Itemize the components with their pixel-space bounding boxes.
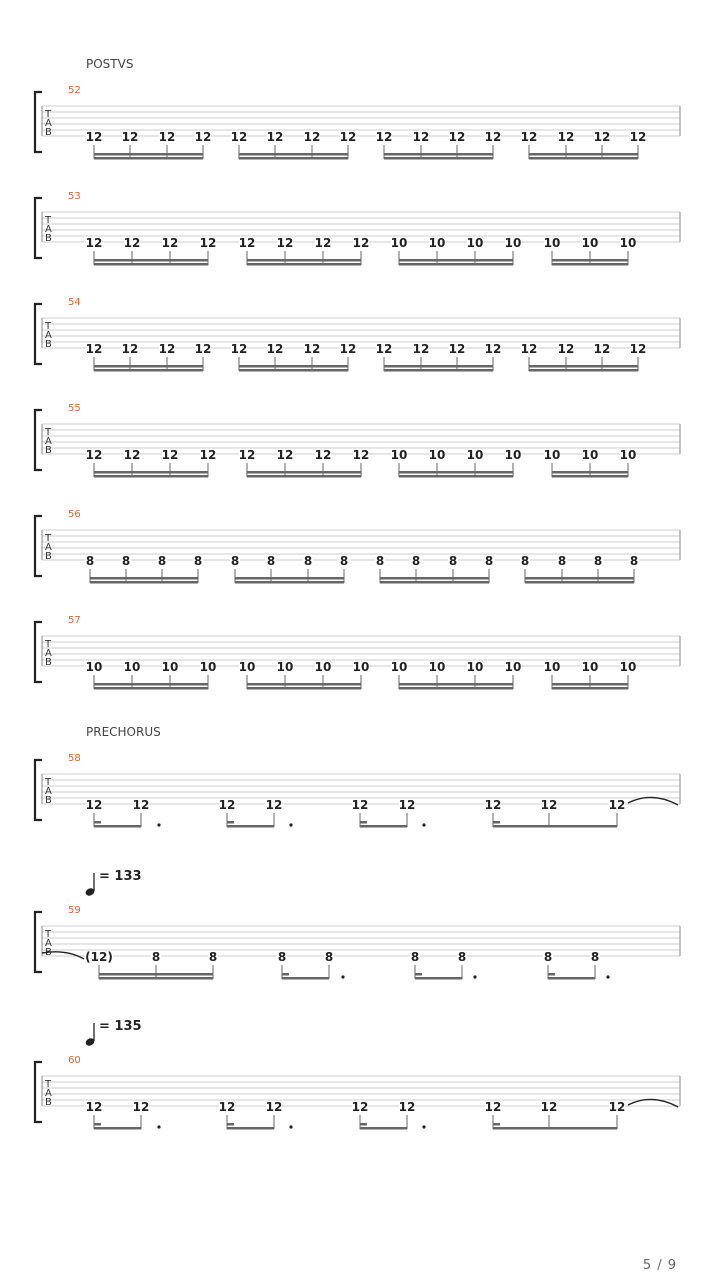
dot [289,823,292,826]
beam-secondary [94,259,208,262]
tab-note: 12 [230,130,248,144]
beam-secondary [94,365,203,368]
tab-note: 12 [266,342,284,356]
staff-brace [35,516,42,576]
measure-55 [35,403,680,478]
tempo-value: = 135 [99,1019,142,1034]
beam-secondary [399,259,513,262]
tab-note: 12 [85,448,103,462]
beam-primary [360,825,407,828]
tab-letter: A [45,938,52,949]
beam-primary [380,581,489,584]
tab-note: 12 [351,1100,369,1114]
measure-number: 54 [68,297,81,308]
tab-note: 12 [276,448,294,462]
tab-note: 8 [85,554,95,568]
beam-primary [94,475,208,478]
tab-letter: B [45,947,52,958]
tab-note: 12 [520,342,538,356]
tab-note: 10 [85,660,103,674]
tab-letter: A [45,1088,52,1099]
tab-note: 10 [390,448,408,462]
section-label: PRECHORUS [86,725,161,739]
tab-letter: B [45,445,52,456]
beam-primary [94,687,208,690]
dot [606,975,609,978]
dot [341,975,344,978]
tab-note: 10 [390,660,408,674]
dot [422,823,425,826]
section-label: POSTVS [86,57,134,71]
tab-note: 12 [339,130,357,144]
tab-note: 8 [193,554,203,568]
tab-note: 12 [194,130,212,144]
beam-secondary [239,153,348,156]
tab-note: 10 [543,660,561,674]
beam-secondary [552,259,628,262]
tab-note: 10 [504,660,522,674]
measure-number: 56 [68,509,81,520]
page-number: 5 / 9 [642,1258,677,1273]
tab-letter: A [45,330,52,341]
tab-note: 10 [543,236,561,250]
tab-note: 12 [484,798,502,812]
tab-note: 12 [266,130,284,144]
tab-letter: A [45,224,52,235]
tab-note: 10 [428,448,446,462]
dot [157,823,160,826]
tab-letter: B [45,233,52,244]
tab-note: 12 [132,798,150,812]
tab-letter: B [45,1097,52,1108]
tab-note: 10 [504,236,522,250]
beam-secondary [247,683,361,686]
tab-note: 8 [543,950,553,964]
beam-primary [247,263,361,266]
tab-note: 12 [85,1100,103,1114]
beam-secondary [552,471,628,474]
tab-note: (12) [85,950,113,964]
tab-note: 12 [218,1100,236,1114]
tab-note: 12 [194,342,212,356]
tab-note: 10 [161,660,179,674]
beam-secondary [247,259,361,262]
tab-note: 12 [557,342,575,356]
tab-letter: T [45,929,52,940]
tab-note: 8 [375,554,385,568]
beam-secondary [380,577,489,580]
tab-note: 12 [199,236,217,250]
tab-note: 10 [428,660,446,674]
tab-note: 12 [484,1100,502,1114]
tab-note: 12 [238,236,256,250]
beam-primary [552,475,628,478]
tab-note: 12 [85,130,103,144]
beam-primary [99,977,213,980]
measure-53 [35,191,680,266]
measure-60 [35,1019,680,1130]
tab-note: 8 [277,950,287,964]
tab-note: 12 [303,130,321,144]
measure-number: 53 [68,191,81,202]
tab-note: 12 [540,1100,558,1114]
beam-secondary [94,153,203,156]
tab-note: 8 [448,554,458,568]
tab-letter: T [45,639,52,650]
tab-letter: B [45,551,52,562]
beam-primary [247,475,361,478]
beam-primary [552,263,628,266]
beam-hook [227,1123,234,1126]
tab-note: 10 [619,236,637,250]
beam-hook [493,821,500,824]
beam-secondary [239,365,348,368]
beam-primary [239,369,348,372]
beam-secondary [90,577,198,580]
tab-letter: B [45,795,52,806]
tab-note: 8 [557,554,567,568]
beam-primary [552,687,628,690]
tab-note: 12 [158,342,176,356]
tab-note: 12 [238,448,256,462]
measure-58 [35,725,680,828]
staff-brace [35,410,42,470]
tab-letter: B [45,657,52,668]
tab-note: 12 [265,1100,283,1114]
beam-primary [399,475,513,478]
tab-note: 10 [466,660,484,674]
tab-note: 8 [457,950,467,964]
tab-note: 8 [266,554,276,568]
tab-note: 8 [324,950,334,964]
tab-note: 8 [230,554,240,568]
tab-note: 12 [230,342,248,356]
tab-note: 8 [208,950,218,964]
tab-note: 10 [238,660,256,674]
tab-note: 12 [85,236,103,250]
tab-note: 8 [157,554,167,568]
measure-number: 57 [68,615,81,626]
beam-primary [94,369,203,372]
beam-primary [90,581,198,584]
tab-letter: T [45,215,52,226]
tab-note: 12 [398,1100,416,1114]
tab-note: 12 [199,448,217,462]
tab-note: 8 [339,554,349,568]
tab-letter: A [45,542,52,553]
beam-primary [399,687,513,690]
beam-primary [384,157,493,160]
tab-letter: B [45,127,52,138]
tab-letter: B [45,339,52,350]
dot [157,1125,160,1128]
beam-primary [235,581,344,584]
tab-note: 12 [593,342,611,356]
tab-note: 12 [132,1100,150,1114]
dot [422,1125,425,1128]
beam-secondary [384,153,493,156]
tab-note: 12 [314,236,332,250]
tab-letter: A [45,786,52,797]
beam-primary [399,263,513,266]
tab-note: 10 [466,448,484,462]
beam-hook [493,1123,500,1126]
tab-note: 12 [557,130,575,144]
tab-letter: T [45,427,52,438]
tab-note: 12 [121,130,139,144]
beam-secondary [235,577,344,580]
beam-primary [94,1127,141,1130]
tab-note: 12 [276,236,294,250]
tab-note: 12 [608,1100,626,1114]
tab-note: 10 [390,236,408,250]
beam-hook [227,821,234,824]
tab-note: 12 [265,798,283,812]
tempo-value: = 133 [99,869,142,884]
beam-secondary [529,153,638,156]
tab-note: 12 [448,130,466,144]
tab-note: 12 [629,342,647,356]
tab-note: 12 [375,130,393,144]
measure-54 [35,297,680,372]
tab-note: 10 [504,448,522,462]
tab-note: 10 [466,236,484,250]
beam-secondary [399,683,513,686]
tab-note: 10 [581,660,599,674]
tab-note: 10 [352,660,370,674]
tab-letter: T [45,321,52,332]
beam-primary [415,977,462,980]
staff-brace [35,304,42,364]
tab-note: 12 [629,130,647,144]
beam-hook [94,1123,101,1126]
tab-note: 10 [581,236,599,250]
beam-secondary [99,973,213,976]
tab-note: 8 [484,554,494,568]
tab-note: 10 [428,236,446,250]
tab-letter: A [45,436,52,447]
beam-primary [94,825,141,828]
tab-note: 12 [314,448,332,462]
tab-letter: T [45,777,52,788]
staff-brace [35,760,42,820]
tab-note: 12 [593,130,611,144]
tab-note: 12 [608,798,626,812]
tab-letter: A [45,648,52,659]
measure-number: 60 [68,1055,81,1066]
beam-primary [94,263,208,266]
tab-note: 8 [629,554,639,568]
tab-note: 12 [123,236,141,250]
tab-letter: T [45,1079,52,1090]
staff-brace [35,92,42,152]
measure-59 [35,869,680,980]
tab-note: 10 [314,660,332,674]
tab-note: 12 [218,798,236,812]
beam-primary [227,825,274,828]
tab-note: 10 [123,660,141,674]
tab-letter: A [45,118,52,129]
beam-hook [94,821,101,824]
beam-hook [360,821,367,824]
measure-57 [35,615,680,690]
beam-primary [493,1127,617,1130]
tab-note: 12 [85,342,103,356]
beam-secondary [247,471,361,474]
dot [473,975,476,978]
staff-brace [35,198,42,258]
tab-note: 12 [158,130,176,144]
beam-primary [360,1127,407,1130]
beam-secondary [529,365,638,368]
tab-note: 8 [410,950,420,964]
staff-brace [35,622,42,682]
tab-note: 12 [375,342,393,356]
tab-note: 8 [121,554,131,568]
beam-primary [239,157,348,160]
tab-note: 12 [303,342,321,356]
tab-note: 12 [123,448,141,462]
tab-note: 12 [339,342,357,356]
tab-note: 10 [619,660,637,674]
beam-primary [247,687,361,690]
tab-note: 12 [540,798,558,812]
tab-note: 8 [303,554,313,568]
tab-note: 12 [352,236,370,250]
tab-note: 12 [121,342,139,356]
tab-note: 8 [520,554,530,568]
tab-letter: T [45,109,52,120]
staff-brace [35,1062,42,1122]
beam-hook [360,1123,367,1126]
tab-letter: T [45,533,52,544]
beam-primary [529,369,638,372]
beam-secondary [94,683,208,686]
beam-primary [548,977,595,980]
beam-secondary [384,365,493,368]
tab-note: 12 [161,448,179,462]
tab-note: 12 [352,448,370,462]
beam-secondary [399,471,513,474]
beam-secondary [552,683,628,686]
tab-note: 10 [543,448,561,462]
tab-note: 12 [351,798,369,812]
tab-note: 12 [484,130,502,144]
beam-primary [529,157,638,160]
tab-note: 8 [411,554,421,568]
beam-primary [227,1127,274,1130]
tab-note: 12 [520,130,538,144]
tab-note: 12 [448,342,466,356]
tab-note: 12 [412,130,430,144]
tab-note: 8 [151,950,161,964]
tab-note: 12 [85,798,103,812]
beam-primary [493,825,617,828]
beam-secondary [525,577,634,580]
beam-hook [415,973,422,976]
staff-brace [35,912,42,972]
beam-primary [282,977,329,980]
measure-number: 59 [68,905,81,916]
beam-primary [384,369,493,372]
beam-hook [548,973,555,976]
tab-note: 10 [581,448,599,462]
tab-note: 10 [199,660,217,674]
tab-note: 8 [593,554,603,568]
measure-number: 58 [68,753,81,764]
tab-note: 12 [398,798,416,812]
measure-52 [35,57,680,160]
beam-primary [525,581,634,584]
measure-number: 55 [68,403,81,414]
beam-primary [94,157,203,160]
dot [289,1125,292,1128]
measure-number: 52 [68,85,81,96]
tab-note: 10 [276,660,294,674]
beam-hook [282,973,289,976]
tab-note: 8 [590,950,600,964]
tab-note: 12 [412,342,430,356]
tab-note: 12 [161,236,179,250]
tab-note: 12 [484,342,502,356]
tab-note: 10 [619,448,637,462]
measure-56 [35,509,680,584]
beam-secondary [94,471,208,474]
